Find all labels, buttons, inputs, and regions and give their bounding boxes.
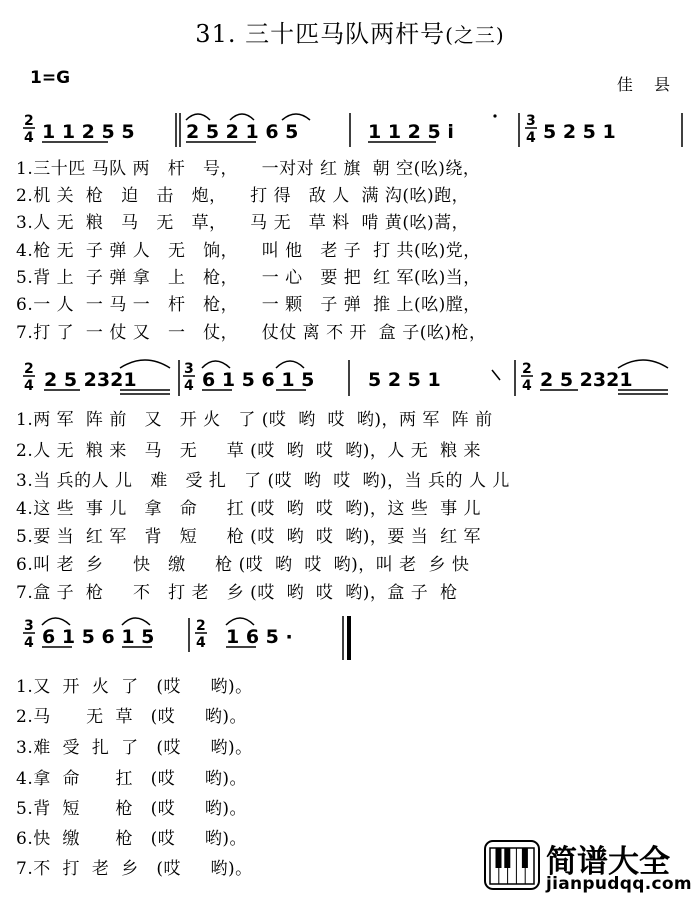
lyric-line: 3.难 受 扎 了 (哎 哟)。 <box>16 738 253 758</box>
watermark-brand: 简谱大全 <box>546 844 670 880</box>
svg-text:2: 2 <box>522 361 532 377</box>
measure-7: 5 2 5 1 <box>368 369 441 391</box>
measure-5: 2 5 2321 <box>44 369 137 391</box>
svg-text:4: 4 <box>184 378 194 394</box>
author-label: 佳 县 <box>616 75 678 94</box>
lyric-line: 2.马 无 草 (哎 哟)。 <box>16 707 247 727</box>
key-signature: 1=G <box>30 68 71 88</box>
measure-8: 2 5 2321 <box>540 369 633 391</box>
lyric-line: 6.一 人 一 马 一 杆 枪， 一 颗 子 弹 推 上(吆)膛， <box>16 295 481 315</box>
lyric-line: 3.人 无 粮 马 无 草， 马 无 草 料 啃 黄(吆)蒿， <box>16 213 470 233</box>
lyric-line: 7.不 打 老 乡 (哎 哟)。 <box>16 859 253 879</box>
measure-6: 6 1 5 6 1 5 <box>202 369 315 391</box>
measure-9: 6 1 5 6 1 5 <box>42 626 155 648</box>
lyric-line: 3.当 兵的人 儿 难 受 扎 了 (哎 哟 哎 哟)，当 兵的 人 儿 <box>16 471 510 491</box>
system-3 <box>23 616 349 660</box>
lyric-line: 1.三十匹 马队 两 杆 号， 一对对 红 旗 朝 空(吆)绕， <box>16 159 481 179</box>
lyric-line: 2.人 无 粮 来 马 无 草 (哎 哟 哎 哟)，人 无 粮 来 <box>16 441 481 461</box>
title-text: 31. 三十匹马队两杆号 <box>195 20 446 48</box>
svg-text:2: 2 <box>196 618 206 634</box>
lyric-line: 4.拿 命 扛 (哎 哟)。 <box>16 769 247 789</box>
lyric-line: 5.背 短 枪 (哎 哟)。 <box>16 799 247 819</box>
svg-text:4: 4 <box>24 378 34 394</box>
lyric-line: 4.这 些 事 儿 拿 命 扛 (哎 哟 哎 哟)，这 些 事 儿 <box>16 499 481 519</box>
lyric-line: 5.背 上 子 弹 拿 上 枪， 一 心 要 把 红 军(吆)当， <box>16 268 481 288</box>
svg-text:4: 4 <box>526 130 536 146</box>
piano-logo-icon <box>484 840 540 890</box>
lyric-line: 6.快 缴 枪 (哎 哟)。 <box>16 829 247 849</box>
svg-text:4: 4 <box>522 378 532 394</box>
lyric-line: 7.盒 子 枪 不 打 老 乡 (哎 哟 哎 哟)，盒 子 枪 <box>16 583 458 603</box>
system-1 <box>23 113 682 147</box>
title-subtitle: (之三) <box>445 23 505 47</box>
time-sig-2-4: 2 <box>24 113 34 129</box>
lyric-line: 5.要 当 红 军 背 短 枪 (哎 哟 哎 哟)，要 当 红 军 <box>16 527 481 547</box>
svg-text:4: 4 <box>24 130 34 146</box>
measure-1: 1 1 2 5 5 <box>42 121 135 143</box>
lyric-line: 2.机 关 枪 迫 击 炮， 打 得 敌 人 满 沟(吆)跑， <box>16 186 470 206</box>
measure-4: 5 2 5 1 <box>543 121 616 143</box>
watermark-url: jianpudqq.com <box>546 874 692 894</box>
lyric-line: 1.又 开 火 了 (哎 哟)。 <box>16 677 253 697</box>
measure-10: 1 6 5 · <box>226 626 293 648</box>
svg-text:4: 4 <box>24 635 34 651</box>
lyric-line: 1.两 军 阵 前 又 开 火 了 (哎 哟 哎 哟)，两 军 阵 前 <box>16 410 493 430</box>
measure-2: 2 5 2 1 6 5 <box>186 121 299 143</box>
lyric-line: 4.枪 无 子 弹 人 无 饷， 叫 他 老 子 打 共(吆)党， <box>16 241 481 261</box>
time-sig-3-4: 3 <box>526 113 536 129</box>
lyric-line: 6.叫 老 乡 快 缴 枪 (哎 哟 哎 哟)，叫 老 乡 快 <box>16 555 470 575</box>
lyric-line: 7.打 了 一 仗 又 一 仗， 仗仗 离 不 开 盒 子(吆)枪， <box>16 323 487 343</box>
svg-text:3: 3 <box>184 361 194 377</box>
svg-text:2: 2 <box>24 361 34 377</box>
system-2 <box>23 360 668 396</box>
measure-3: 1 1 2 5 i <box>368 121 454 143</box>
svg-text:4: 4 <box>196 635 206 651</box>
svg-text:3: 3 <box>24 618 34 634</box>
